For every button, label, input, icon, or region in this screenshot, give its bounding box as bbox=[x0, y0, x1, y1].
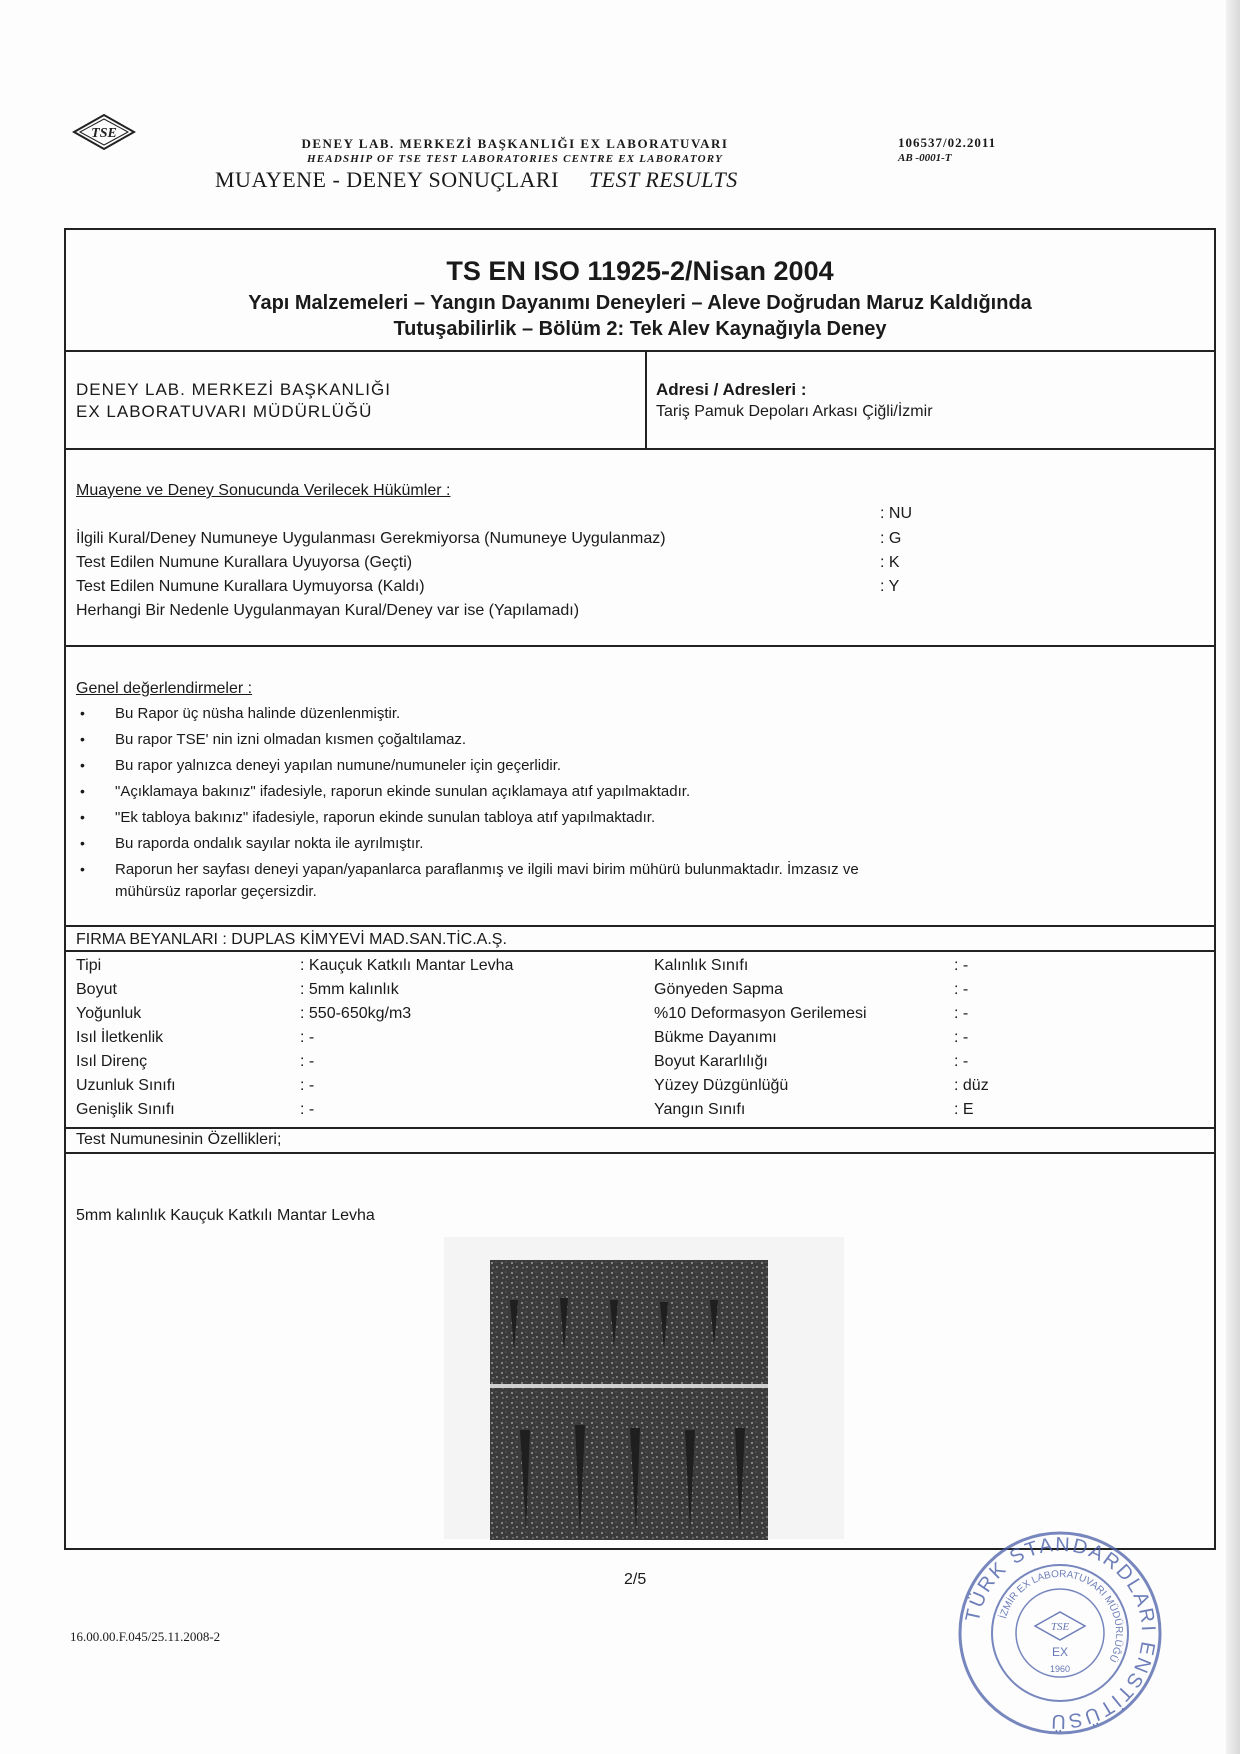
divider-firma bbox=[64, 1127, 1216, 1129]
stamp-sub-text: EX bbox=[1051, 1645, 1069, 1659]
general-item-continued: mühürsüz raporlar geçersizdir. bbox=[115, 883, 317, 900]
property-value: : 5mm kalınlık bbox=[300, 981, 399, 998]
property-label: Isıl Direnç bbox=[76, 1053, 148, 1070]
stamp-year: 1960 bbox=[1049, 1664, 1071, 1674]
property-value: : düz bbox=[954, 1077, 989, 1094]
property-value: : - bbox=[300, 1029, 315, 1046]
property-value: : - bbox=[300, 1077, 315, 1094]
property-value: : - bbox=[954, 1053, 969, 1070]
bullet: • bbox=[80, 757, 85, 773]
property-label: Kalınlık Sınıfı bbox=[654, 957, 749, 974]
report-title-tr: MUAYENE - DENEY SONUÇLARI bbox=[215, 167, 559, 192]
divider-firma-title bbox=[64, 950, 1216, 952]
property-label: Isıl İletkenlik bbox=[76, 1029, 164, 1046]
property-label: Gönyeden Sapma bbox=[654, 981, 783, 998]
header-right bbox=[898, 135, 996, 164]
judgment-code: : NU bbox=[880, 505, 912, 522]
judgment-text: Test Edilen Numune Kurallara Uyuyorsa (Geçti) bbox=[76, 554, 413, 571]
form-code: 16.00.00.F.045/25.11.2008-2 bbox=[70, 1629, 221, 1644]
page-number: 2/5 bbox=[624, 1571, 647, 1588]
bullet: • bbox=[80, 783, 85, 799]
general-item: Bu rapor yalnızca deneyi yapılan numune/numuneler için geçerlidir. bbox=[115, 757, 562, 774]
property-label: Yangın Sınıfı bbox=[654, 1101, 746, 1118]
judgment-code: : Y bbox=[880, 578, 900, 595]
bullet: • bbox=[80, 705, 85, 721]
property-label: Yoğunluk bbox=[76, 1005, 142, 1022]
judgment-code: : K bbox=[880, 554, 900, 571]
judgment-text: Herhangi Bir Nedenle Uygulanmayan Kural/Deney var ise (Yapılamadı) bbox=[76, 602, 580, 619]
bullet: • bbox=[80, 835, 85, 851]
stamp-inner-text: İZMİR EX LABORATUVARI MÜDÜRLÜĞÜ bbox=[998, 1568, 1125, 1664]
general-item: "Ek tabloya bakınız" ifadesiyle, raporun ekinde sunulan tabloya atıf yapılmaktadır. bbox=[115, 809, 656, 826]
divider-general bbox=[64, 925, 1216, 927]
report-code: AB -0001-T bbox=[898, 152, 952, 164]
divider-standard bbox=[64, 350, 1216, 352]
property-label: Uzunluk Sınıfı bbox=[76, 1077, 176, 1094]
property-value: : - bbox=[300, 1053, 315, 1070]
general-item: Bu rapor TSE' nin izni olmadan kısmen çoğaltılamaz. bbox=[115, 731, 467, 748]
property-label: Yüzey Düzgünlüğü bbox=[654, 1077, 789, 1094]
stamp-logo-text: TSE bbox=[1050, 1621, 1070, 1633]
lab-name: DENEY LAB. MERKEZİ BAŞKANLIĞI EX LABORATUVARI bbox=[301, 136, 729, 151]
property-label: Boyut Kararlılığı bbox=[654, 1053, 768, 1070]
divider-lab bbox=[64, 448, 1216, 450]
lab-name-line-2: EX LABORATUVARI MÜDÜRLÜĞÜ bbox=[76, 402, 373, 421]
bullet: • bbox=[80, 861, 85, 877]
address-value: Tariş Pamuk Depoları Arkası Çiğli/İzmir bbox=[656, 403, 933, 420]
tse-logo-text: TSE bbox=[91, 126, 117, 141]
standard-title: TS EN ISO 11925-2/Nisan 2004 bbox=[446, 256, 834, 286]
property-label: Tipi bbox=[76, 957, 102, 974]
lab-name-line-1: DENEY LAB. MERKEZİ BAŞKANLIĞI bbox=[76, 380, 391, 399]
address-label: Adresi / Adresleri : bbox=[656, 380, 807, 399]
property-label: Genişlik Sınıfı bbox=[76, 1101, 175, 1118]
firma-title: FIRMA BEYANLARI : DUPLAS KİMYEVİ MAD.SAN.TİC.A.Ş. bbox=[76, 931, 507, 948]
judgments-title: Muayene ve Deney Sonucunda Verilecek Hükümler : bbox=[76, 482, 451, 499]
bullet: • bbox=[80, 731, 85, 747]
institute-stamp-icon bbox=[955, 1528, 1165, 1738]
divider-lab-vertical bbox=[645, 350, 647, 450]
property-value: : E bbox=[954, 1101, 974, 1118]
general-item: Bu raporda ondalık sayılar nokta ile ayrılmıştır. bbox=[115, 835, 424, 852]
report-title-en: TEST RESULTS bbox=[588, 167, 738, 192]
report-number: 106537/02.2011 bbox=[898, 135, 997, 150]
general-title: Genel değerlendirmeler : bbox=[76, 680, 253, 697]
specimen-title: Test Numunesinin Özellikleri; bbox=[76, 1131, 282, 1148]
stamp-outer-text: TÜRK STANDARDLARI ENSTİTÜSÜ bbox=[961, 1533, 1160, 1733]
property-label: Boyut bbox=[76, 981, 117, 998]
property-label: Bükme Dayanımı bbox=[654, 1029, 777, 1046]
specimen-photo bbox=[490, 1260, 768, 1540]
property-value: : - bbox=[954, 957, 969, 974]
property-value: : Kauçuk Katkılı Mantar Levha bbox=[300, 957, 514, 974]
specimen-description: 5mm kalınlık Kauçuk Katkılı Mantar Levha bbox=[76, 1207, 375, 1224]
tse-logo-icon bbox=[70, 112, 138, 152]
general-item: Bu Rapor üç nüsha halinde düzenlenmiştir. bbox=[115, 705, 401, 722]
standard-subtitle-2: Tutuşabilirlik – Bölüm 2: Tek Alev Kaynağıyla Deney bbox=[393, 318, 887, 340]
page-edge-shadow bbox=[1226, 0, 1240, 1754]
property-value: : - bbox=[300, 1101, 315, 1118]
judgment-text: Test Edilen Numune Kurallara Uymuyorsa (Kaldı) bbox=[76, 578, 425, 595]
lab-name-en: HEADSHIP OF TSE TEST LABORATORIES CENTRE EX LABORATORY bbox=[307, 153, 723, 165]
property-value: : - bbox=[954, 1005, 969, 1022]
bullet: • bbox=[80, 809, 85, 825]
property-value: : - bbox=[954, 981, 969, 998]
divider-judgments bbox=[64, 645, 1216, 647]
property-value: : - bbox=[954, 1029, 969, 1046]
general-item: Raporun her sayfası deneyi yapan/yapanlarca paraflanmış ve ilgili mavi birim mühürü bulunmaktadır. İmzasız ve bbox=[115, 861, 859, 878]
divider-specimen-title bbox=[64, 1152, 1216, 1154]
standard-subtitle-1: Yapı Malzemeleri – Yangın Dayanımı Deneyleri – Aleve Doğrudan Maruz Kaldığında bbox=[248, 292, 1032, 314]
header-center bbox=[210, 136, 820, 193]
general-item: "Açıklamaya bakınız" ifadesiyle, raporun ekinde sunulan açıklamaya atıf yapılmaktadır. bbox=[115, 783, 691, 800]
property-label: %10 Deformasyon Gerilemesi bbox=[654, 1005, 867, 1022]
report-title bbox=[210, 167, 820, 193]
property-value: : 550-650kg/m3 bbox=[300, 1005, 412, 1022]
judgment-text: İlgili Kural/Deney Numuneye Uygulanması Gerekmiyorsa (Numuneye Uygulanmaz) bbox=[76, 530, 666, 547]
judgment-code: : G bbox=[880, 530, 902, 547]
